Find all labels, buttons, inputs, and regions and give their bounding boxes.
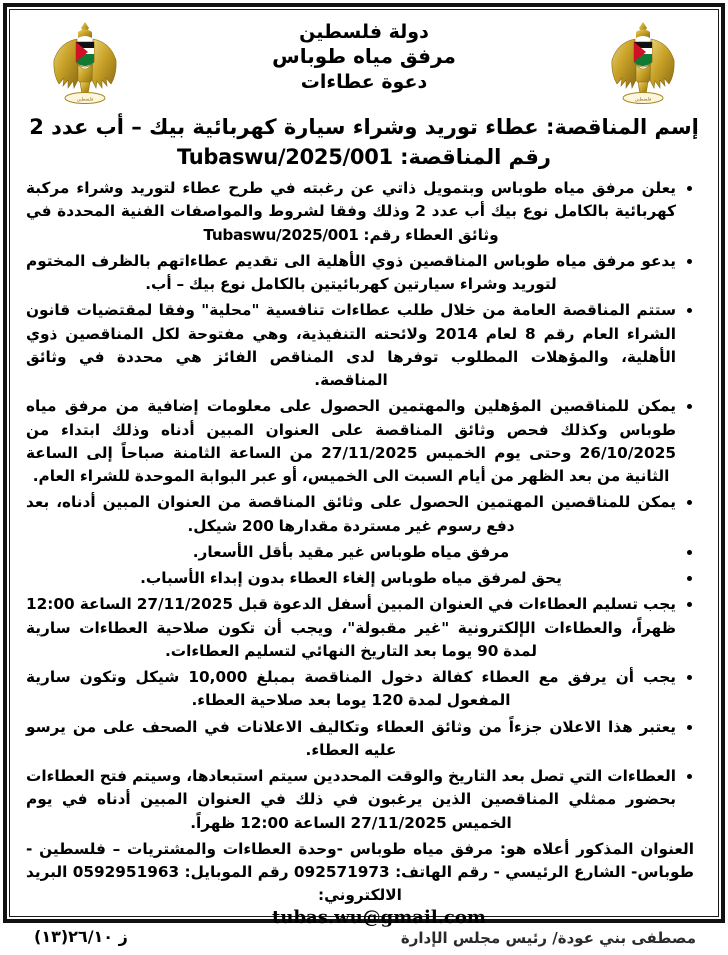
svg-text:فلسطين: فلسطين: [76, 97, 94, 103]
list-item: يحق لمرفق مياه طوباس إلغاء العطاء بدون إبداء الأسباب.: [26, 567, 694, 590]
palestine-eagle-emblem-right: [606, 18, 680, 110]
document-header: [20, 16, 708, 112]
tender-conditions-list: [20, 177, 708, 835]
tender-name: إسم المناقصة: عطاء توريد وشراء سيارة كهربائية بيك – أب عدد 2: [29, 115, 699, 139]
authority-name: مرفق مياه طوباس: [272, 44, 456, 69]
svg-text:فلسطين: فلسطين: [634, 97, 652, 103]
state-name: دولة فلسطين: [299, 21, 429, 43]
signature-line: مصطفى بني عودة/ رئيس مجلس الإدارة: [400, 929, 696, 948]
document-inner-border: [9, 9, 719, 948]
list-item: يعتبر هذا الاعلان جزءاً من وثائق العطاء وتكاليف الاعلانات في الصحف على من يرسو عليه العطاء.: [26, 716, 694, 763]
contact-address: العنوان المذكور أعلاه هو: مرفق مياه طوباس -وحدة العطاءات والمشتريات – فلسطين - طوباس- الشارع الرئيسي - رقم الهاتف: 092571973 رقم الموبايل: 0592951963 البريد الالكتروني:: [26, 839, 695, 905]
list-item: يعلن مرفق مياه طوباس وبتمويل ذاتي عن رغبته في طرح عطاء لتوريد وشراء مركبة كهربائية بالكامل نوع بيك أب عدد 2 وذلك وفقا لشروط والمواصفات الفنية المحددة في وثائق العطاء رقم: Tubaswu/2025/001: [26, 177, 694, 247]
list-item: العطاءات التي تصل بعد التاريخ والوقت المحددين سيتم استبعادها، وسيتم فتح العطاءات بحضور ممثلي المناقصين الذين يرغبون في ذلك في العنوان المبين أدناه في يوم الخميس 27/11/2025 الساعة 12:00 ظهراً.: [26, 765, 694, 835]
document-outer-border: [3, 3, 725, 948]
contact-email[interactable]: tubas.wu@gmail.com: [272, 906, 486, 928]
document-footer: [20, 929, 708, 955]
header-title-group: [20, 16, 708, 94]
list-item: يجب تسليم العطاءات في العنوان المبين أسفل الدعوة قبل 27/11/2025 الساعة 12:00 ظهراً، والعطاءات الإلكترونية "غير مقبولة"، ويجب أن تكون صلاحية العطاءات سارية لمدة 90 يوما بعد التاريخ النهائي لتسليم العطاءات.: [26, 593, 694, 663]
announcement-type: دعوة عطاءات: [300, 70, 428, 93]
palestine-eagle-emblem-left: [48, 18, 122, 110]
tender-title-block: [20, 114, 708, 171]
tender-number: رقم المناقصة: Tubaswu/2025/001: [177, 144, 551, 169]
list-item: يجب أن يرفق مع العطاء كفالة دخول المناقصة بمبلغ 10,000 شيكل وتكون سارية المفعول لمدة 120 يوما بعد صلاحية العطاء.: [26, 666, 694, 713]
list-item: يمكن للمناقصين المهتمين الحصول على وثائق المناقصة من العنوان المبين أدناه، بعد دفع رسوم غير مستردة مقدارها 200 شيكل.: [26, 491, 694, 538]
list-item: ستتم المناقصة العامة من خلال طلب عطاءات تنافسية "محلية" وفقا لمقتضيات قانون الشراء العام رقم 8 لعام 2014 ولائحته التنفيذية، وهي مفتوحة لكل المناقصين ذوي الأهلية، والمؤهلات المطلوب توفرها لدى المناقص الفائز هي محددة في وثائق المناقصة.: [26, 299, 694, 392]
list-item: يمكن للمناقصين المؤهلين والمهتمين الحصول على معلومات إضافية من مرفق مياه طوباس وكذلك فحص وثائق المناقصة على العنوان المبين أدناه وذلك ابتداء من 26/10/2025 وحتى يوم الخميس 27/11/2025 من الساعة الثامنة صباحاً إلى الساعة الثانية من بعد الظهر من أيام السبت الى الخميس، أو عبر البوابة الموحدة للشراء العام.: [26, 395, 694, 488]
reference-code: ز ٢٦/١٠(١٣): [34, 927, 128, 947]
list-item: يدعو مرفق مياه طوباس المناقصين ذوي الأهلية الى تقديم عطاءاتهم بالظرف المختوم لتوريد وشراء سيارتين كهربائيتين بالكامل نوع بيك – أب.: [26, 250, 694, 297]
list-item: مرفق مياه طوباس غير مقيد بأقل الأسعار.: [26, 541, 694, 564]
